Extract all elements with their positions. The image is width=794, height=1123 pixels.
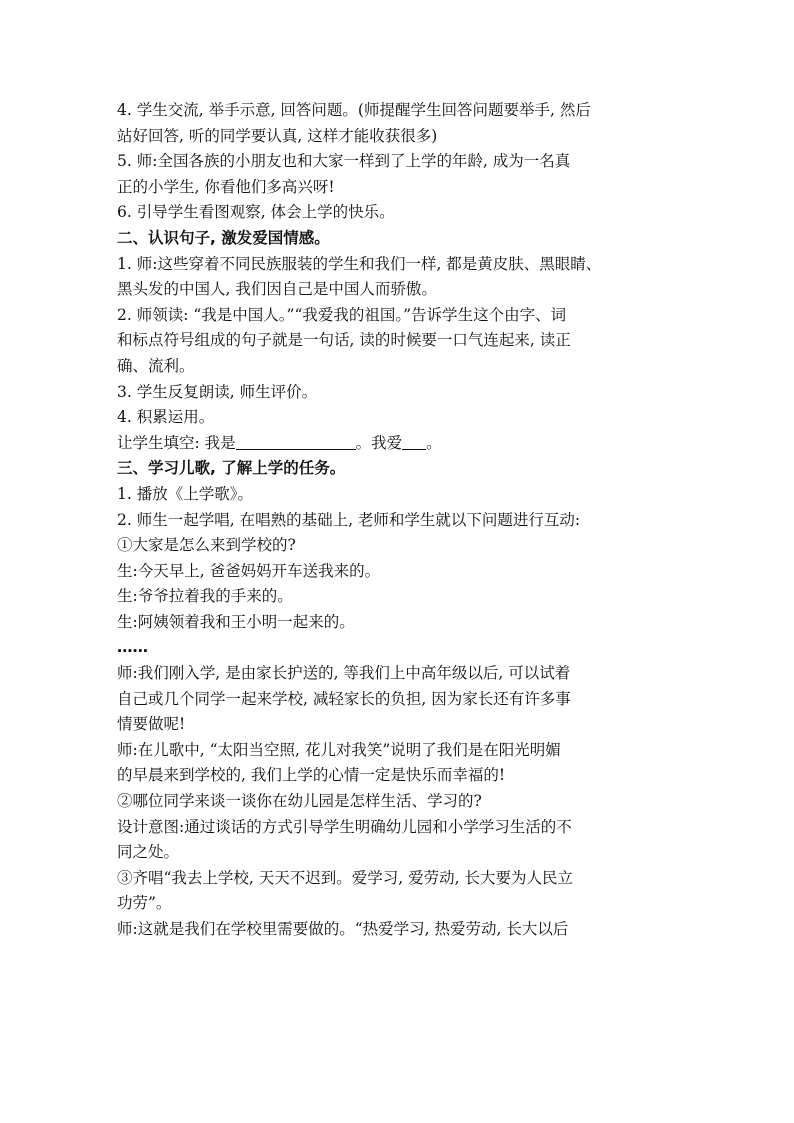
fill-text-part: 让学生填空: 我是 bbox=[117, 433, 236, 452]
paragraph-line: 5. 师:全国各族的小朋友也和大家一样到了上学的年龄, 成为一名真 bbox=[117, 152, 571, 171]
section-heading: 二、认识句子, 激发爱国情感。 bbox=[117, 228, 330, 247]
paragraph-line: 生:阿姨领着我和王小明一起来的。 bbox=[117, 612, 355, 631]
paragraph-line: 生:今天早上, 爸爸妈妈开车送我来的。 bbox=[117, 561, 381, 580]
paragraph-line: 和标点符号组成的句子就是一句话, 读的时候要一口气连起来, 读正 bbox=[117, 331, 571, 350]
paragraph-line: 同之处。 bbox=[117, 843, 180, 862]
paragraph-line: 4. 积累运用。 bbox=[117, 408, 215, 427]
fill-in-blank-line bbox=[117, 431, 679, 457]
paragraph-line: 设计意图:通过谈话的方式引导学生明确幼儿园和小学学习生活的不 bbox=[117, 817, 572, 836]
paragraph-line: 的早晨来到学校的, 我们上学的心情一定是快乐而幸福的! bbox=[117, 766, 506, 785]
fill-text-part: 。 bbox=[426, 433, 442, 452]
paragraph-line: 师:在儿歌中, “太阳当空照, 花儿对我笑”说明了我们是在阳光明媚 bbox=[117, 740, 561, 759]
paragraph-line: 情要做呢! bbox=[117, 715, 186, 734]
paragraph-line: 师:我们刚入学, 是由家长护送的, 等我们上中高年级以后, 可以试着 bbox=[117, 664, 571, 683]
paragraph-line: ①大家是怎么来到学校的? bbox=[117, 536, 296, 555]
paragraph-line: 1. 播放《上学歌》。 bbox=[117, 484, 253, 503]
paragraph-line: 确、流利。 bbox=[117, 356, 195, 375]
paragraph-line: 2. 师生一起学唱, 在唱熟的基础上, 老师和学生就以下问题进行互动: bbox=[117, 510, 581, 529]
paragraph-line: 4. 学生交流, 举手示意, 回答问题。(师提醒学生回答问题要举手, 然后 bbox=[117, 101, 591, 119]
fill-text-part: 。我爱 bbox=[355, 433, 403, 452]
paragraph-line: 3. 学生反复朗读, 师生评价。 bbox=[117, 382, 318, 401]
document-page bbox=[117, 98, 679, 943]
answer-blank bbox=[236, 432, 356, 450]
section-heading: 三、学习儿歌, 了解上学的任务。 bbox=[117, 459, 346, 478]
paragraph-line: 6. 引导学生看图观察, 体会上学的快乐。 bbox=[117, 203, 395, 222]
section-heading: …… bbox=[117, 638, 148, 657]
paragraph-line: 师:这就是我们在学校里需要做的。“热爱学习, 热爱劳动, 长大以后 bbox=[117, 920, 569, 938]
paragraph-line: 生:爷爷拉着我的手来的。 bbox=[117, 587, 293, 606]
paragraph-line: 功劳”。 bbox=[117, 894, 172, 913]
paragraph-line: 站好回答, 听的同学要认真, 这样才能收获很多) bbox=[117, 126, 438, 145]
paragraph-line: 自己或几个同学一起来学校, 减轻家长的负担, 因为家长还有许多事 bbox=[117, 689, 571, 708]
paragraph-line: 正的小学生, 你看他们多高兴呀! bbox=[117, 177, 335, 196]
paragraph-line: 1. 师:这些穿着不同民族服装的学生和我们一样, 都是黄皮肤、黑眼睛、 bbox=[117, 254, 602, 273]
paragraph-line: 2. 师领读: “我是中国人。”“我爱我的祖国。”告诉学生这个由字、词 bbox=[117, 305, 567, 324]
answer-blank bbox=[402, 432, 426, 450]
paragraph-line: 黑头发的中国人, 我们因自己是中国人而骄傲。 bbox=[117, 280, 437, 299]
paragraph-line: ②哪位同学来谈一谈你在幼儿园是怎样生活、学习的? bbox=[117, 792, 482, 811]
paragraph-line: ③齐唱“我去上学校, 天天不迟到。爱学习, 爱劳动, 长大要为人民立 bbox=[117, 868, 573, 887]
